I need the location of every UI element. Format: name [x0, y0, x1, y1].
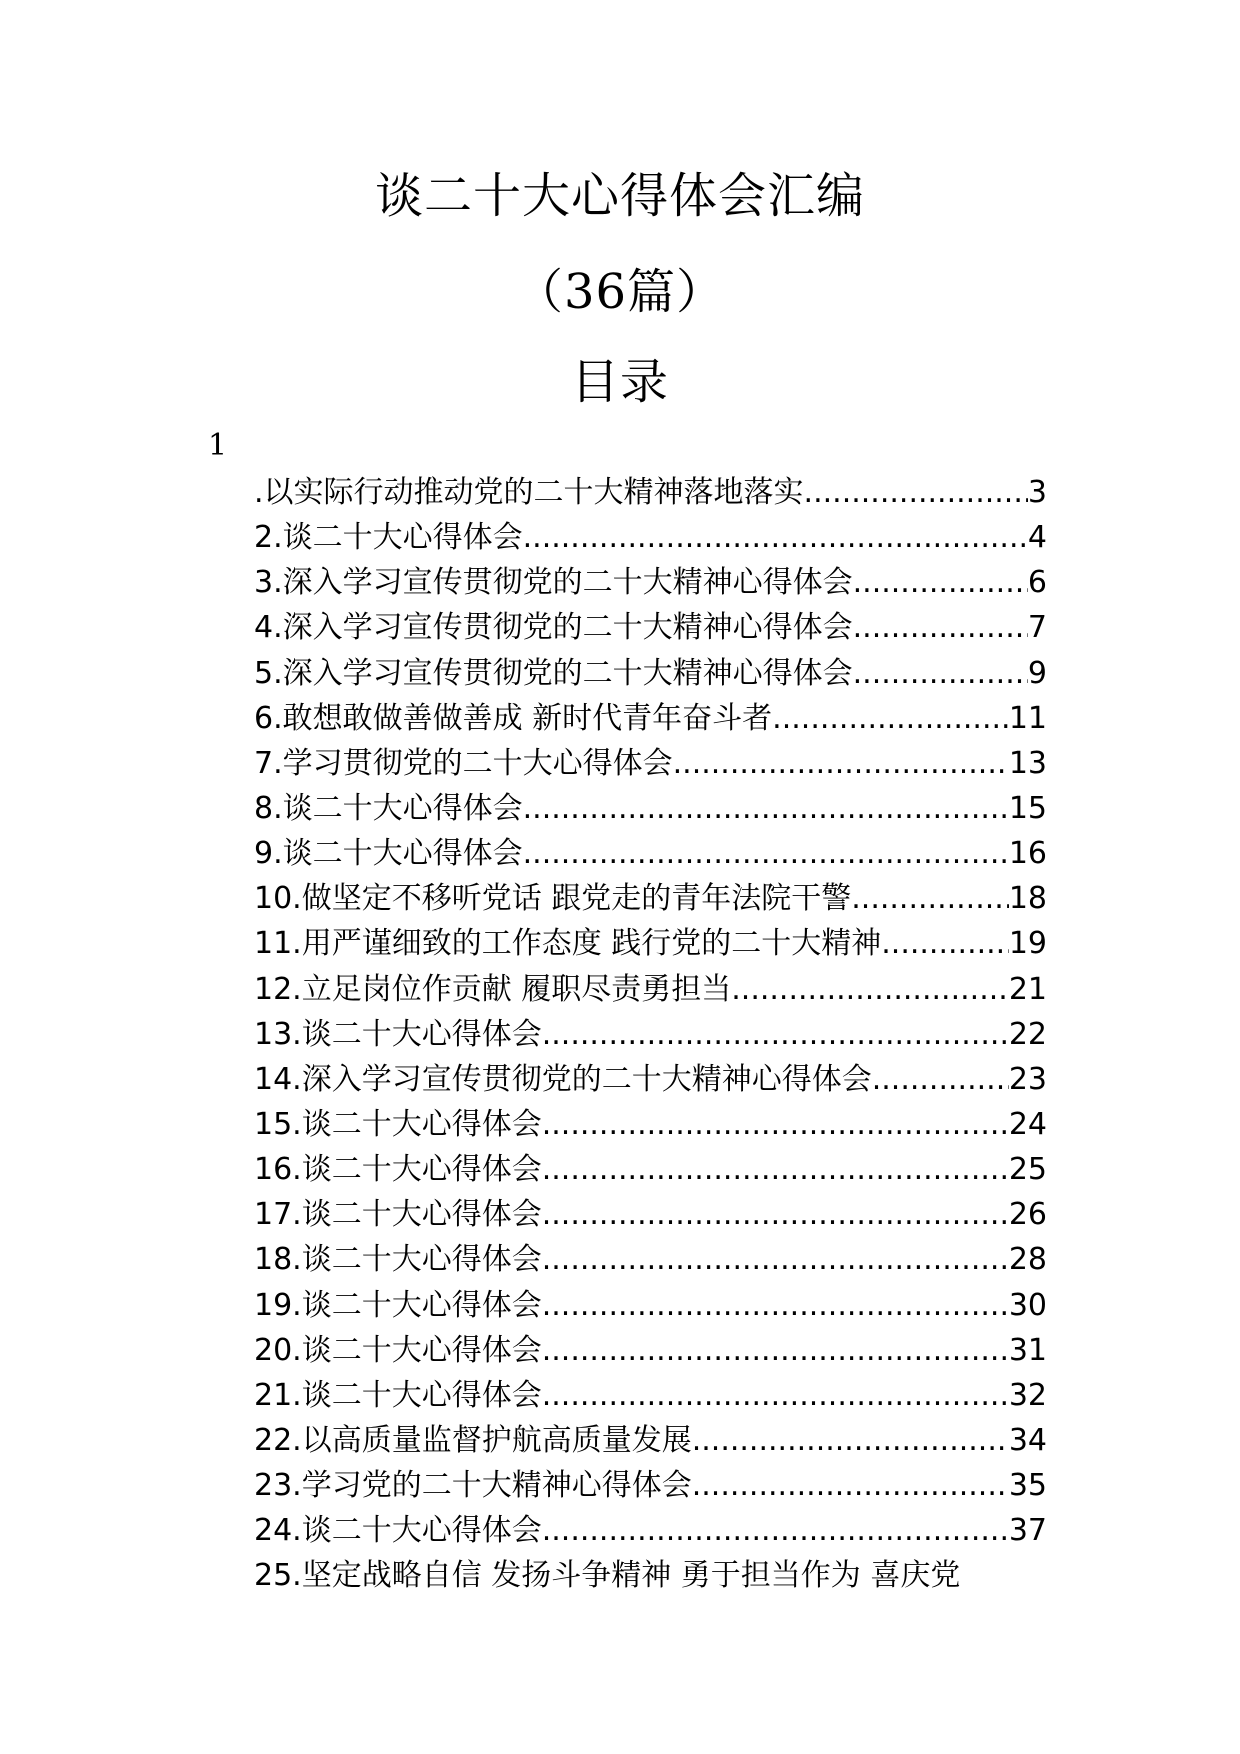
toc-entry-title: 16.谈二十大心得体会 — [254, 1152, 542, 1188]
toc-entry[interactable] — [254, 605, 1047, 650]
page-number-marker: 1 — [208, 428, 228, 463]
toc-dot-leader — [542, 1192, 1009, 1237]
toc-entry[interactable] — [254, 1237, 1047, 1282]
toc-entry-title: 3.深入学习宣传贯彻党的二十大精神心得体会 — [254, 565, 853, 601]
toc-entry[interactable] — [254, 470, 1047, 515]
toc-entry[interactable] — [254, 1463, 1047, 1508]
toc-entry[interactable] — [254, 967, 1047, 1012]
toc-entry[interactable] — [254, 1508, 1047, 1553]
toc-entry-page-number: 23 — [1008, 1061, 1047, 1097]
toc-entry-title: 9.谈二十大心得体会 — [254, 836, 523, 872]
toc-entry-title: 24.谈二十大心得体会 — [254, 1513, 542, 1549]
toc-dot-leader — [542, 1283, 1009, 1328]
toc-entry-title: 19.谈二十大心得体会 — [254, 1287, 542, 1323]
toc-dot-leader — [542, 1328, 1009, 1373]
toc-entry-page-number: 30 — [1008, 1287, 1047, 1323]
toc-entry[interactable] — [254, 1553, 1047, 1598]
toc-entry-page-number: 6 — [1027, 565, 1047, 601]
toc-dot-leader — [872, 1057, 1009, 1102]
toc-dot-leader — [542, 1237, 1009, 1282]
toc-dot-leader — [804, 470, 1028, 515]
toc-dot-leader — [772, 696, 1009, 741]
toc-entry-page-number: 34 — [1008, 1422, 1047, 1458]
toc-entry-page-number: 9 — [1027, 655, 1047, 691]
toc-entry-title: 23.学习党的二十大精神心得体会 — [254, 1468, 692, 1504]
toc-entry[interactable] — [254, 876, 1047, 921]
toc-entry-title: 21.谈二十大心得体会 — [254, 1377, 542, 1413]
toc-dot-leader — [853, 605, 1028, 650]
document-subtitle: （36篇） — [514, 264, 726, 320]
toc-entry-page-number: 35 — [1008, 1468, 1047, 1504]
toc-entry-title: 11.用严谨细致的工作态度 践行党的二十大精神 — [254, 926, 882, 962]
toc-entry[interactable] — [254, 651, 1047, 696]
toc-entry-page-number: 31 — [1008, 1332, 1047, 1368]
toc-dot-leader — [881, 921, 1009, 966]
toc-entry[interactable] — [254, 1147, 1047, 1192]
toc-dot-leader — [692, 1463, 1009, 1508]
toc-entry-title: 4.深入学习宣传贯彻党的二十大精神心得体会 — [254, 610, 853, 646]
toc-entry[interactable] — [254, 1373, 1047, 1418]
toc-entry-title: 12.立足岗位作贡献 履职尽责勇担当 — [254, 971, 732, 1007]
toc-entry-title: 5.深入学习宣传贯彻党的二十大精神心得体会 — [254, 655, 853, 691]
toc-entry-page-number: 24 — [1008, 1106, 1047, 1142]
toc-entry-title: 25.坚定战略自信 发扬斗争精神 勇于担当作为 喜庆党 — [254, 1558, 961, 1594]
toc-entry-title: 20.谈二十大心得体会 — [254, 1332, 542, 1368]
toc-dot-leader — [523, 831, 1009, 876]
toc-entry-page-number: 32 — [1008, 1377, 1047, 1413]
toc-entry-title: 6.敢想敢做善做善成 新时代青年奋斗者 — [254, 700, 773, 736]
toc-entry-page-number: 26 — [1008, 1197, 1047, 1233]
toc-entry[interactable] — [254, 1102, 1047, 1147]
toc-entry-title: 18.谈二十大心得体会 — [254, 1242, 542, 1278]
toc-entry-page-number: 13 — [1008, 745, 1047, 781]
toc-entry-title: .以实际行动推动党的二十大精神落地落实 — [254, 475, 804, 510]
toc-entry[interactable] — [254, 515, 1047, 560]
toc-entry[interactable] — [254, 1283, 1047, 1328]
toc-entry-title: 10.做坚定不移听党话 跟党走的青年法院干警 — [254, 881, 852, 917]
toc-entry-title: 13.谈二十大心得体会 — [254, 1016, 542, 1052]
toc-entry-page-number: 21 — [1008, 971, 1047, 1007]
toc-entry[interactable] — [254, 831, 1047, 876]
toc-entry-title: 2.谈二十大心得体会 — [254, 520, 523, 556]
toc-entry[interactable] — [254, 741, 1047, 786]
toc-dot-leader — [542, 1012, 1009, 1057]
toc-entry-page-number: 37 — [1008, 1513, 1047, 1549]
toc-entry-page-number: 16 — [1008, 836, 1047, 872]
toc-dot-leader — [523, 786, 1009, 831]
toc-entry-page-number: 28 — [1008, 1242, 1047, 1278]
toc-dot-leader — [523, 515, 1028, 560]
toc-entry-title: 22.以高质量监督护航高质量发展 — [254, 1422, 692, 1458]
toc-dot-leader — [692, 1418, 1009, 1463]
table-of-contents — [254, 470, 1047, 1599]
toc-dot-leader — [853, 560, 1028, 605]
toc-dot-leader — [542, 1508, 1009, 1553]
toc-entry-page-number: 11 — [1008, 700, 1047, 736]
toc-entry[interactable] — [254, 921, 1047, 966]
toc-dot-leader — [542, 1102, 1009, 1147]
toc-entry-page-number: 3 — [1027, 475, 1047, 510]
toc-entry-page-number: 7 — [1027, 610, 1047, 646]
toc-dot-leader — [851, 876, 1009, 921]
toc-entry-title: 7.学习贯彻党的二十大心得体会 — [254, 745, 673, 781]
toc-entry-title: 8.谈二十大心得体会 — [254, 790, 523, 826]
toc-dot-leader — [731, 967, 1009, 1012]
toc-entry[interactable] — [254, 560, 1047, 605]
toc-heading: 目录 — [570, 354, 669, 410]
toc-dot-leader — [542, 1147, 1009, 1192]
toc-entry[interactable] — [254, 786, 1047, 831]
toc-entry[interactable] — [254, 1328, 1047, 1373]
toc-entry-page-number: 18 — [1008, 881, 1047, 917]
toc-dot-leader — [853, 651, 1028, 696]
toc-entry[interactable] — [254, 1418, 1047, 1463]
toc-entry-title: 15.谈二十大心得体会 — [254, 1106, 542, 1142]
toc-entry[interactable] — [254, 1012, 1047, 1057]
toc-entry[interactable] — [254, 696, 1047, 741]
document-title: 谈二十大心得体会汇编 — [374, 168, 865, 224]
toc-entry[interactable] — [254, 1192, 1047, 1237]
toc-entry-page-number: 15 — [1008, 790, 1047, 826]
toc-dot-leader — [542, 1373, 1009, 1418]
toc-dot-leader — [673, 741, 1009, 786]
toc-entry-page-number: 22 — [1008, 1016, 1047, 1052]
toc-entry-page-number: 19 — [1008, 926, 1047, 962]
toc-entry-title: 14.深入学习宣传贯彻党的二十大精神心得体会 — [254, 1061, 872, 1097]
toc-entry-page-number: 4 — [1027, 520, 1047, 556]
toc-entry[interactable] — [254, 1057, 1047, 1102]
toc-entry-title: 17.谈二十大心得体会 — [254, 1197, 542, 1233]
toc-entry-page-number: 25 — [1008, 1152, 1047, 1188]
